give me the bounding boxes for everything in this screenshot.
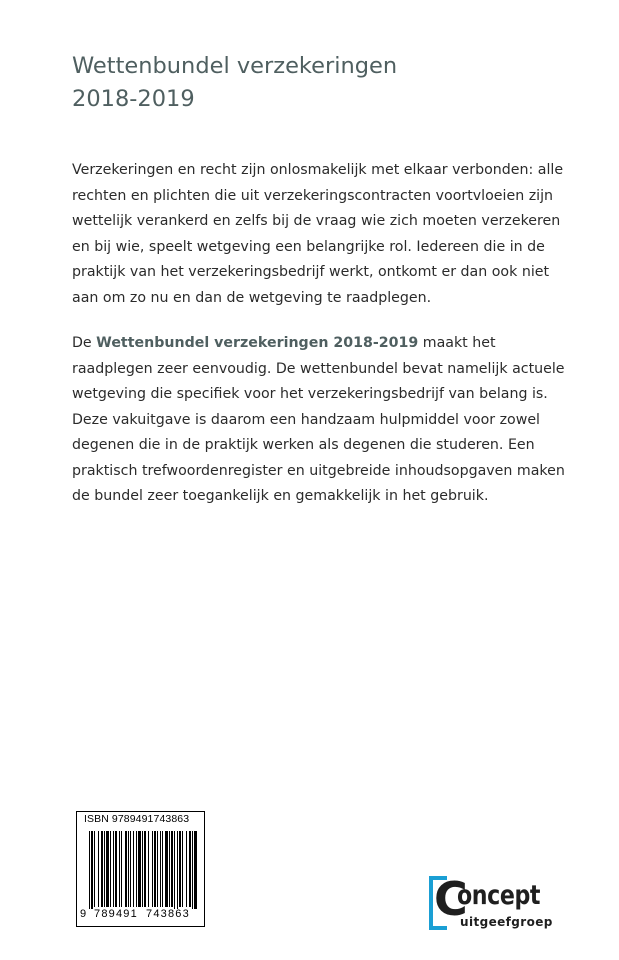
barcode-bar	[128, 831, 129, 907]
logo-wordmark: oncept	[457, 880, 541, 911]
barcode-bar	[154, 831, 156, 907]
title-line-2: 2018-2019	[72, 86, 195, 112]
barcode-bar	[144, 831, 146, 907]
logo-subtitle: uitgeefgroep	[460, 915, 553, 929]
barcode-bar	[104, 831, 105, 907]
barcode-bar	[98, 831, 99, 907]
barcode-bar	[182, 831, 183, 907]
barcode-bar	[177, 831, 178, 909]
barcode-bar	[192, 831, 193, 909]
barcode-bar	[160, 831, 161, 907]
barcode-bar	[148, 831, 149, 907]
barcode-bar	[189, 831, 191, 907]
paragraph-2-prefix: De	[72, 335, 92, 351]
barcode-bar	[194, 831, 197, 909]
barcode-bar	[91, 831, 93, 909]
isbn-barcode	[76, 811, 205, 927]
title-block	[72, 50, 397, 116]
isbn-label: ISBN 9789491743863	[84, 813, 190, 825]
barcode-digit-group-2: 743863	[146, 908, 190, 920]
barcode-bar	[142, 831, 143, 907]
barcode-bar	[179, 831, 181, 907]
barcode-bar	[186, 831, 187, 907]
paragraph-1: Verzekeringen en recht zijn onlosmakelijk met elkaar verbonden: alle rechten en plichten die uit verzekeringscontracten voortvloeien zijn wettelijk verankerd en zelfs bij de vraag wie zich moeten verzekeren en bij wie, speelt wetgeving een belangrijke rol. Iedereen die in de praktijk van het verzekeringsbedrijf werkt, ontkomt er dan ook niet aan om zo nu en dan de wetgeving te raadplegen.	[72, 162, 564, 306]
barcode-bar	[101, 831, 103, 907]
publisher-logo	[429, 872, 579, 938]
barcode-bars	[77, 829, 204, 909]
barcode-digit-first: 9	[80, 908, 87, 920]
description	[72, 158, 572, 530]
barcode-bar	[125, 831, 127, 907]
barcode-bar	[115, 831, 117, 907]
barcode-bar	[171, 831, 173, 907]
barcode-bar	[133, 831, 134, 907]
paragraph-2	[72, 331, 572, 510]
book-title-reference: Wettenbundel verzekeringen 2018-2019	[96, 335, 419, 351]
title-line-1: Wettenbundel verzekeringen	[72, 53, 398, 79]
logo-initial: C	[434, 872, 468, 926]
barcode-bar	[169, 831, 170, 907]
barcode-bar	[89, 831, 90, 909]
barcode-digit-group-1: 789491	[94, 908, 138, 920]
barcode-bar	[113, 831, 114, 907]
barcode-bar	[174, 831, 175, 909]
paragraph-2-rest: maakt het raadplegen zeer eenvoudig. De wettenbundel bevat namelijk actuele wetgeving die specifiek voor het verzekeringsbedrijf van belang is. Deze vakuitgave is daarom een handzaam hulpmiddel voor zowel degenen die in de praktijk werken als degenen die studeren. Een praktisch trefwoordenregister en uitgebreide inhoudsopgaven maken de bundel zeer toegankelijk en gemakkelijk in het gebruik.	[72, 335, 565, 504]
barcode-bar	[119, 831, 120, 907]
barcode-bar	[94, 831, 95, 907]
barcode-bar	[152, 831, 153, 907]
barcode-bar	[106, 831, 109, 907]
barcode-bar	[110, 831, 111, 907]
barcode-bar	[162, 831, 163, 907]
barcode-bar	[138, 831, 141, 907]
barcode-bar	[136, 831, 137, 907]
barcode-bar	[121, 831, 122, 907]
barcode-bar	[130, 831, 131, 907]
barcode-bar	[157, 831, 158, 907]
barcode-bar	[165, 831, 168, 907]
